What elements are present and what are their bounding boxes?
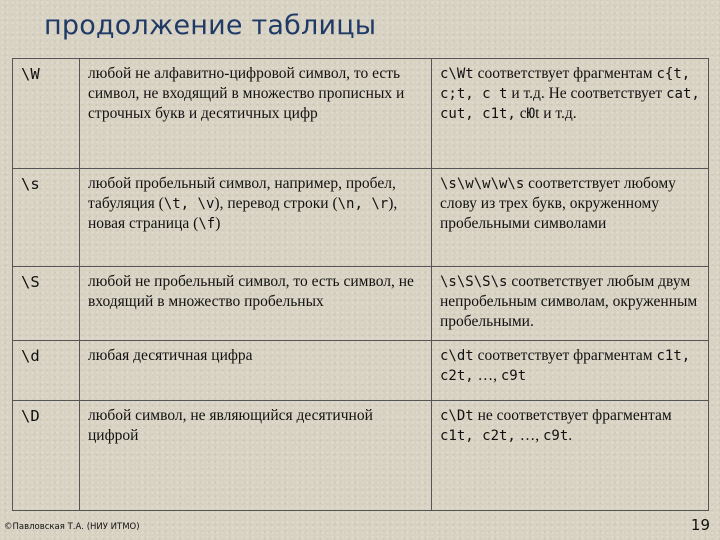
example-cell: [432, 267, 709, 341]
symbol-cell: \W: [13, 59, 80, 169]
code-fragment: c1t, c2t,: [440, 348, 691, 384]
text-fragment: .: [568, 427, 573, 444]
code-fragment: c\Wt: [440, 66, 474, 82]
symbol-cell: \S: [13, 267, 80, 341]
page-title: продолжение таблицы: [44, 10, 377, 41]
code-fragment: \s\w\w\w\s: [440, 176, 525, 192]
table-row: [13, 341, 709, 401]
text-fragment: …,: [515, 427, 543, 444]
text-fragment: и т.д. Не соответствует: [507, 85, 667, 102]
regex-table: [12, 58, 709, 511]
text-fragment: ), новая страница (: [88, 195, 398, 232]
code-fragment: c\Dt: [440, 408, 474, 424]
example-cell: [432, 341, 709, 401]
example-cell: [432, 169, 709, 267]
text-fragment: и т.д.: [539, 105, 577, 122]
code-fragment: Ю: [526, 106, 536, 122]
text-fragment: соответствует фрагментам: [473, 347, 657, 364]
code-fragment: c9t: [500, 368, 527, 384]
symbol-cell: \D: [13, 401, 80, 511]
text-fragment: соответствует любому слову из трех букв, окруженному пробельными символами: [440, 175, 676, 232]
code-fragment: cat, cut, c1t,: [440, 86, 700, 122]
symbol-cell: \d: [13, 341, 80, 401]
example-cell: [432, 401, 709, 511]
table-row: [13, 267, 709, 341]
description-cell: любой не алфавитно-цифровой символ, то есть символ, не входящий в множество прописных и строчных букв и десятичных цифр: [80, 59, 432, 169]
code-fragment: \n, \r: [337, 196, 389, 212]
code-fragment: c9t: [542, 428, 569, 444]
description-cell: любой символ, не являющийся десятичной цифрой: [80, 401, 432, 511]
code-fragment: c\dt: [440, 348, 474, 364]
table-row: [13, 59, 709, 169]
text-fragment: соответствует любым двум непробельным символам, окруженным пробельными.: [440, 273, 698, 330]
description-cell: [80, 169, 432, 267]
table-row: [13, 169, 709, 267]
code-fragment: c1t, c2t,: [440, 428, 516, 444]
text-fragment: t: [535, 105, 540, 122]
text-fragment: …,: [473, 367, 501, 384]
example-cell: [432, 59, 709, 169]
copyright-footer: ©Павловская Т.А. (НИУ ИТМО): [4, 522, 140, 532]
text-fragment: ): [215, 215, 221, 232]
table-row: [13, 401, 709, 511]
text-fragment: не соответствует фрагментам: [473, 407, 672, 424]
code-fragment: \f: [198, 216, 216, 232]
text-fragment: c: [515, 105, 527, 122]
text-fragment: соответствует фрагментам: [473, 65, 657, 82]
code-fragment: \s\S\S\s: [440, 274, 508, 290]
code-fragment: \t, \v: [163, 196, 215, 212]
symbol-cell: \s: [13, 169, 80, 267]
code-fragment: c{t, c;t, c t: [440, 66, 691, 102]
text-fragment: ), перевод строки (: [214, 195, 338, 212]
text-fragment: любой пробельный символ, например, пробел, табуляция (: [88, 175, 396, 212]
description-cell: любая десятичная цифра: [80, 341, 432, 401]
page-number: 19: [690, 516, 710, 534]
description-cell: любой не пробельный символ, то есть символ, не входящий в множество пробельных: [80, 267, 432, 341]
